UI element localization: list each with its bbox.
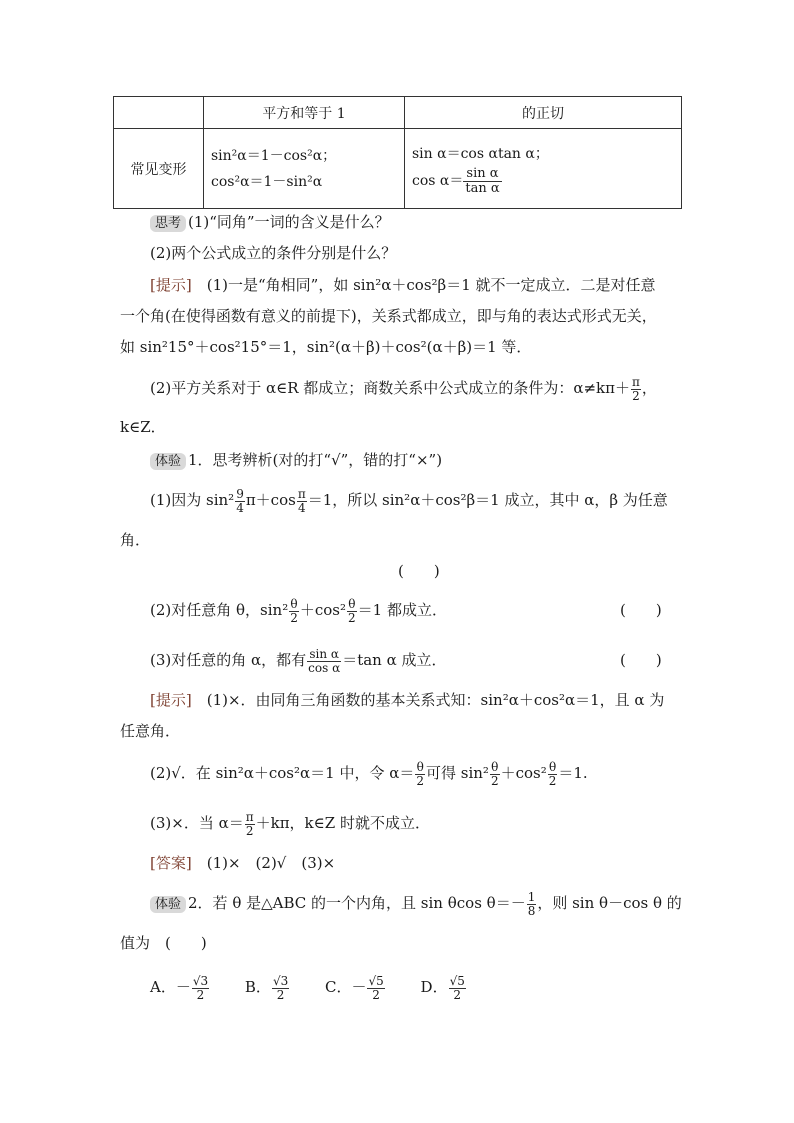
question-text: (3)对任意的角 α，都有 xyxy=(150,651,307,670)
fraction xyxy=(289,598,299,624)
question-text: ＝1 都成立． xyxy=(357,601,447,620)
fraction xyxy=(235,488,245,514)
hint-text: ＋cos² xyxy=(500,764,547,783)
question-text: ＋cos² xyxy=(299,601,347,620)
fraction-numerator: θ xyxy=(348,597,356,611)
fraction xyxy=(297,488,307,514)
option-c[interactable] xyxy=(325,974,386,1002)
option-label: A．－ xyxy=(150,978,191,997)
exercise-1-hint-line-2: 任意角． xyxy=(120,722,181,740)
fraction-numerator: 1 xyxy=(527,890,536,904)
exercise-1-answer xyxy=(150,853,335,873)
hint-text: (1)×．由同角三角函数的基本关系式知：sin²α＋cos²α＝1，且 α 为 xyxy=(206,691,665,709)
fraction-denominator: 2 xyxy=(348,610,356,625)
exercise-2-line-2: 值为 ( ) xyxy=(120,934,207,952)
fraction-denominator: 4 xyxy=(297,500,306,515)
think-answer-1-line-3: 如 sin²15°＋cos²15°＝1，sin²(α＋β)＋cos²(α＋β)＝1 等． xyxy=(120,338,532,356)
question-text: ，则 sin θ－cos θ 的 xyxy=(537,894,682,913)
fraction-numerator: θ xyxy=(416,760,424,774)
fraction-numerator: sin α xyxy=(463,167,501,182)
fraction-numerator: √3 xyxy=(192,974,209,988)
hint-tag: [提示] xyxy=(150,276,192,294)
fraction-denominator: 2 xyxy=(245,823,254,838)
fraction-denominator: cos α xyxy=(308,660,341,675)
think-answer-1-line-1 xyxy=(150,275,656,295)
exercise-1-q1-line-2: 角． xyxy=(120,531,151,549)
fraction xyxy=(527,891,537,917)
option-label: C．－ xyxy=(325,978,367,997)
answer-blank: ( ) xyxy=(620,651,662,669)
fraction-denominator: 2 xyxy=(632,388,640,403)
formula-prefix: cos α＝ xyxy=(412,173,464,190)
fraction-numerator: π xyxy=(631,375,640,389)
fraction-denominator: 2 xyxy=(416,773,424,788)
answer-tag: [答案] xyxy=(150,854,192,872)
think-answer-2-line-2: k∈Z． xyxy=(120,418,166,436)
think-answer-2-line-1 xyxy=(150,376,657,402)
fraction-numerator: sin α xyxy=(307,648,341,662)
answer-text: ， xyxy=(641,379,657,398)
exercise-1-q1-line-1 xyxy=(150,488,668,514)
hint-tag: [提示] xyxy=(150,691,192,709)
formula-line xyxy=(405,167,681,195)
header-right-cell: 的正切 xyxy=(405,97,682,129)
question-text: π＋cos xyxy=(245,491,296,510)
table-header-row xyxy=(114,97,682,129)
fraction-numerator: θ xyxy=(290,597,298,611)
fraction xyxy=(449,975,466,1001)
fraction xyxy=(367,975,384,1001)
fraction xyxy=(631,376,641,402)
question-text: 2．若 θ 是△ABC 的一个内角，且 sin θcos θ＝－ xyxy=(188,894,526,913)
question-text: ＝1，所以 sin²α＋cos²β＝1 成立，其中 α，β 为任意 xyxy=(307,491,668,510)
option-d[interactable] xyxy=(420,974,467,1002)
fraction xyxy=(548,761,558,787)
fraction-numerator: √5 xyxy=(368,974,384,988)
exercise-tag: 体验 xyxy=(150,453,186,470)
fraction-numerator: θ xyxy=(548,760,557,774)
think-question-2: (2)两个公式成立的条件分别是什么？ xyxy=(150,244,397,262)
think-tag: 思考 xyxy=(150,215,186,232)
think-question-1 xyxy=(150,212,390,232)
fraction xyxy=(192,975,209,1001)
fraction-numerator: 9 xyxy=(236,487,244,501)
table-corner-cell xyxy=(114,97,204,129)
exercise-tag: 体验 xyxy=(150,896,186,913)
fraction-denominator: 2 xyxy=(490,773,499,788)
fraction-denominator: 2 xyxy=(548,773,557,788)
hint-text: (2)√．在 sin²α＋cos²α＝1 中，令 α＝ xyxy=(150,764,415,783)
fraction-numerator: π xyxy=(297,487,306,501)
fraction-numerator: √5 xyxy=(449,974,465,988)
question-text: (1)因为 sin² xyxy=(150,491,235,510)
option-a[interactable] xyxy=(150,974,210,1002)
exercise-1-hint-3 xyxy=(150,811,430,837)
fraction xyxy=(490,761,500,787)
answer-text: (2)平方关系对于 α∈R 都成立；商数关系中公式成立的条件为：α≠kπ＋ xyxy=(150,379,630,398)
right-formula-cell xyxy=(405,129,682,209)
fraction-denominator: 2 xyxy=(290,610,298,625)
left-formula-cell xyxy=(204,129,405,209)
fraction-numerator: θ xyxy=(491,760,499,774)
exercise-2-question xyxy=(150,891,682,917)
answer-text: (1)× (2)√ (3)× xyxy=(206,854,336,872)
question-text: (2)对任意角 θ，sin² xyxy=(150,601,289,620)
fraction xyxy=(272,975,289,1001)
fraction-denominator: 8 xyxy=(527,903,536,918)
fraction-denominator: 2 xyxy=(372,987,380,1002)
hint-text: ＝1. xyxy=(558,764,588,783)
hint-text: ＋kπ，k∈Z 时就不成立． xyxy=(255,814,430,833)
fraction-numerator: π xyxy=(245,810,254,824)
option-label: D． xyxy=(420,978,448,997)
fraction xyxy=(415,761,425,787)
question-text: ＝tan α 成立． xyxy=(342,651,447,670)
fraction-denominator: tan α xyxy=(465,181,500,196)
row-label: 常见变形 xyxy=(114,129,204,209)
identity-table xyxy=(113,96,682,209)
option-b[interactable] xyxy=(244,974,290,1002)
exercise-1-hint-2 xyxy=(150,761,588,787)
fraction xyxy=(245,811,255,837)
fraction-denominator: 2 xyxy=(453,987,462,1002)
fraction xyxy=(307,648,341,674)
option-label: B． xyxy=(244,978,271,997)
exercise-1-title xyxy=(150,450,442,470)
answer-text: (1)一是“角相同”，如 sin²α＋cos²β＝1 就不一定成立．二是对任意 xyxy=(206,276,656,294)
answer-blank: ( ) xyxy=(398,562,440,580)
fraction xyxy=(463,167,501,195)
hint-text: 可得 sin² xyxy=(426,764,489,783)
exercise-1-q2 xyxy=(150,598,447,624)
think-answer-1-line-2: 一个角(在使得函数有意义的前提下)，关系式都成立，即与角的表达式形式无关， xyxy=(120,307,657,325)
fraction-denominator: 2 xyxy=(196,987,205,1002)
fraction-denominator: 4 xyxy=(236,500,244,515)
header-left-cell: 平方和等于 1 xyxy=(204,97,405,129)
formula-line: cos²α＝1－sin²α xyxy=(211,173,323,190)
formula-line: sin α＝cos αtan α； xyxy=(412,146,549,163)
question-text: (1)“同角”一词的含义是什么？ xyxy=(188,213,390,231)
answer-blank: ( ) xyxy=(620,601,662,619)
fraction-denominator: 2 xyxy=(276,987,285,1002)
formula-line: sin²α＝1－cos²α； xyxy=(211,147,337,164)
exercise-2-options xyxy=(150,975,467,1001)
exercise-1-q3 xyxy=(150,648,447,674)
exercise-1-hint-line-1 xyxy=(150,690,664,710)
fraction xyxy=(347,598,357,624)
exercise-title: 1．思考辨析(对的打“√”，错的打“×”) xyxy=(188,451,443,469)
hint-text: (3)×．当 α＝ xyxy=(150,814,244,833)
table-row xyxy=(114,129,682,209)
fraction-numerator: √3 xyxy=(272,974,289,988)
